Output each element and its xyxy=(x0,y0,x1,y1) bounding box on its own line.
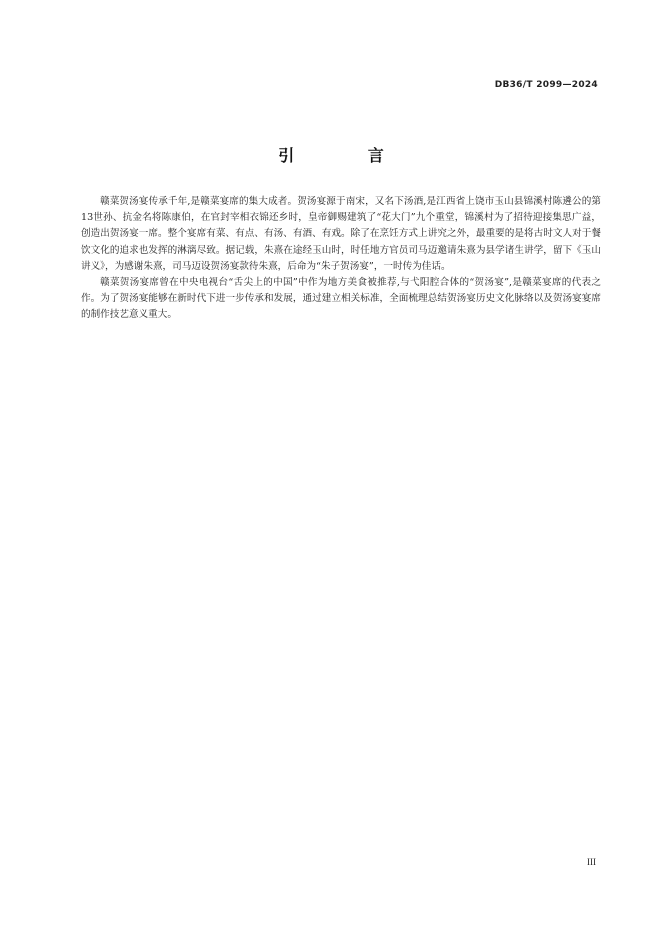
page-title: 引 言 xyxy=(278,146,418,165)
document-code: DB36/T 2099—2024 xyxy=(494,80,598,90)
body-text xyxy=(81,194,601,324)
page-number: III xyxy=(587,857,596,867)
paragraph: 赣菜贺汤宴席曾在中央电视台“舌尖上的中国”中作为地方美食被推荐,与弋阳腔合体的“贺汤宴”,是赣菜宴席的代表之作。为了贺汤宴能够在新时代下进一步传承和发展，通过建立相关标准，全面梳理总结贺汤宴历史文化脉络以及贺汤宴宴席的制作技艺意义重大。 xyxy=(81,277,601,321)
paragraph: 赣菜贺汤宴传承千年,是赣菜宴席的集大成者。贺汤宴源于南宋，又名下汤酒,是江西省上饶市玉山县锦溪村陈遴公的第13世孙、抗金名将陈康伯，在官封宰相衣锦还乡时，皇帝御赐建筑了“花大门”九个重堂，锦溪村为了招待迎接集思广益，创造出贺汤宴一席。整个宴席有菜、有点、有汤、有酒、有戏。除了在烹饪方式上讲究之外，最重要的是将古时文人对于餐饮文化的追求也发挥的淋漓尽致。据记载，朱熹在途经玉山时，时任地方官员司马迈邀请朱熹为县学诸生讲学，留下《玉山讲义》，为感谢朱熹，司马迈设贺汤宴款待朱熹，后命为“朱子贺汤宴”，一时传为佳话。 xyxy=(81,196,601,272)
